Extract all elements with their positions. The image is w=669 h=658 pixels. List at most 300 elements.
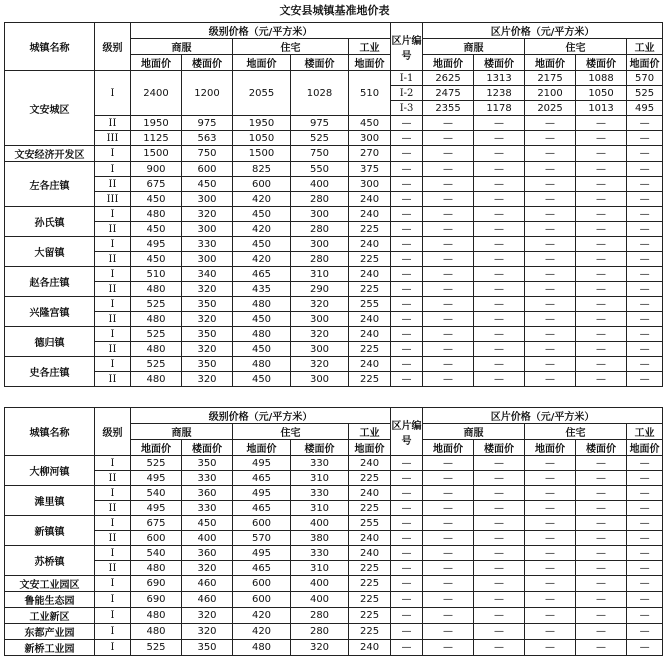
zone-price-cell: — <box>627 327 663 342</box>
town-name-cell: 新镇镇 <box>5 516 95 546</box>
zone-number-cell: I-2 <box>391 86 423 101</box>
level-price-cell: 350 <box>182 456 233 471</box>
level-price-cell: 240 <box>349 237 391 252</box>
zone-price-cell: — <box>423 267 474 282</box>
header-floor-price: 楼面价 <box>182 55 233 71</box>
table-row <box>5 146 663 162</box>
zone-price-cell: 2475 <box>423 86 474 101</box>
zone-price-cell: — <box>423 486 474 501</box>
level-price-cell: 350 <box>182 327 233 342</box>
zone-price-cell: — <box>525 192 576 207</box>
level-price-cell: 600 <box>182 162 233 177</box>
level-price-cell: 225 <box>349 282 391 297</box>
zone-price-cell: — <box>576 282 627 297</box>
table-body <box>5 456 663 656</box>
level-price-cell: 280 <box>291 608 349 624</box>
level-price-cell: 1950 <box>233 116 291 131</box>
level-price-cell: 510 <box>131 267 182 282</box>
level-price-cell: 450 <box>131 222 182 237</box>
level-cell: I <box>95 624 131 640</box>
zone-price-cell: — <box>474 531 525 546</box>
header-land-price: 地面价 <box>131 440 182 456</box>
zone-number-cell: I-3 <box>391 101 423 116</box>
level-price-cell: 310 <box>291 501 349 516</box>
level-price-cell: 300 <box>291 237 349 252</box>
zone-price-cell: 525 <box>627 86 663 101</box>
level-price-cell: 400 <box>182 531 233 546</box>
table-row <box>5 237 663 252</box>
level-cell: II <box>95 372 131 387</box>
town-name-cell: 工业新区 <box>5 608 95 624</box>
level-price-cell: 450 <box>233 207 291 222</box>
level-price-cell: 300 <box>182 222 233 237</box>
level-price-cell: 300 <box>291 312 349 327</box>
level-price-cell: 400 <box>291 516 349 531</box>
level-price-cell: 480 <box>131 282 182 297</box>
level-price-cell: 450 <box>349 116 391 131</box>
level-price-cell: 1500 <box>131 146 182 162</box>
zone-price-cell: — <box>474 192 525 207</box>
zone-price-cell: — <box>576 561 627 576</box>
zone-price-cell: — <box>576 267 627 282</box>
header-residential: 住宅 <box>233 424 349 440</box>
zone-price-cell: 2355 <box>423 101 474 116</box>
level-price-cell: 255 <box>349 516 391 531</box>
town-name-cell: 大留镇 <box>5 237 95 267</box>
zone-price-cell: — <box>525 357 576 372</box>
table-row <box>5 624 663 640</box>
zone-price-cell: — <box>525 146 576 162</box>
table-body <box>5 71 663 387</box>
zone-price-cell: — <box>627 501 663 516</box>
level-price-cell: 225 <box>349 252 391 267</box>
level-price-cell: 330 <box>182 501 233 516</box>
level-price-cell: 300 <box>291 207 349 222</box>
level-price-cell: 375 <box>349 162 391 177</box>
level-price-cell: 420 <box>233 608 291 624</box>
level-price-cell: 525 <box>131 456 182 471</box>
town-name-cell: 鲁能生态园 <box>5 592 95 608</box>
zone-price-cell: — <box>627 576 663 592</box>
zone-price-cell: — <box>525 342 576 357</box>
header-land-price: 地面价 <box>131 55 182 71</box>
header-land-price: 地面价 <box>627 440 663 456</box>
header-floor-price: 楼面价 <box>576 55 627 71</box>
header-floor-price: 楼面价 <box>182 440 233 456</box>
level-price-cell: 480 <box>131 312 182 327</box>
level-price-cell: 1200 <box>182 71 233 116</box>
zone-price-cell: — <box>474 131 525 146</box>
level-price-cell: 495 <box>131 237 182 252</box>
level-price-cell: 450 <box>233 342 291 357</box>
zone-price-cell: — <box>627 592 663 608</box>
level-price-cell: 240 <box>349 192 391 207</box>
zone-price-cell: — <box>423 312 474 327</box>
level-price-cell: 225 <box>349 592 391 608</box>
zone-number-cell: — <box>391 267 423 282</box>
zone-price-cell: — <box>474 608 525 624</box>
header-town: 城镇名称 <box>5 408 95 456</box>
zone-price-cell: — <box>525 561 576 576</box>
header-town: 城镇名称 <box>5 23 95 71</box>
zone-number-cell: — <box>391 516 423 531</box>
zone-price-cell: — <box>423 207 474 222</box>
level-cell: II <box>95 342 131 357</box>
zone-price-cell: — <box>474 501 525 516</box>
zone-price-cell: — <box>627 282 663 297</box>
table-row <box>5 342 663 357</box>
zone-price-cell: — <box>576 546 627 561</box>
zone-price-cell: — <box>525 237 576 252</box>
zone-price-cell: — <box>576 312 627 327</box>
header-land-price: 地面价 <box>233 440 291 456</box>
table-row <box>5 372 663 387</box>
level-price-cell: 255 <box>349 297 391 312</box>
zone-price-cell: — <box>423 608 474 624</box>
table-row <box>5 71 663 86</box>
header-level: 级别 <box>95 23 131 71</box>
level-price-cell: 340 <box>182 267 233 282</box>
header-land-price: 地面价 <box>423 440 474 456</box>
zone-price-cell: — <box>627 162 663 177</box>
zone-price-cell: — <box>423 252 474 267</box>
town-name-cell: 兴隆宫镇 <box>5 297 95 327</box>
level-price-cell: 975 <box>182 116 233 131</box>
zone-price-cell: 2100 <box>525 86 576 101</box>
level-price-cell: 280 <box>291 222 349 237</box>
zone-price-cell: — <box>576 237 627 252</box>
zone-price-cell: — <box>525 177 576 192</box>
level-price-cell: 240 <box>349 207 391 222</box>
zone-price-cell: — <box>525 327 576 342</box>
zone-price-cell: — <box>576 222 627 237</box>
level-price-cell: 1028 <box>291 71 349 116</box>
level-price-cell: 310 <box>291 267 349 282</box>
header-industry: 工业 <box>627 39 663 55</box>
table-header <box>5 23 663 71</box>
level-cell: II <box>95 116 131 131</box>
level-price-cell: 675 <box>131 177 182 192</box>
zone-price-cell: — <box>576 207 627 222</box>
level-cell: I <box>95 640 131 656</box>
zone-price-cell: — <box>576 177 627 192</box>
zone-price-cell: — <box>423 624 474 640</box>
level-cell: I <box>95 207 131 222</box>
level-price-cell: 225 <box>349 372 391 387</box>
level-price-cell: 480 <box>131 561 182 576</box>
zone-price-cell: — <box>525 207 576 222</box>
level-cell: I <box>95 297 131 312</box>
zone-price-cell: — <box>576 342 627 357</box>
level-price-cell: 300 <box>182 252 233 267</box>
zone-number-cell: — <box>391 561 423 576</box>
level-price-cell: 225 <box>349 624 391 640</box>
zone-price-cell: — <box>576 357 627 372</box>
zone-price-cell: — <box>423 222 474 237</box>
zone-price-cell: — <box>576 576 627 592</box>
level-price-cell: 300 <box>182 192 233 207</box>
zone-price-cell: — <box>474 282 525 297</box>
zone-price-cell: — <box>627 456 663 471</box>
zone-price-cell: — <box>576 624 627 640</box>
level-price-cell: 460 <box>182 592 233 608</box>
table-row <box>5 282 663 297</box>
level-price-cell: 2400 <box>131 71 182 116</box>
header-zone-no: 区片编号 <box>391 23 423 71</box>
level-price-cell: 495 <box>233 456 291 471</box>
zone-price-cell: — <box>576 116 627 131</box>
level-price-cell: 600 <box>131 531 182 546</box>
level-price-cell: 465 <box>233 561 291 576</box>
level-cell: II <box>95 252 131 267</box>
zone-price-cell: — <box>576 531 627 546</box>
zone-price-cell: — <box>627 471 663 486</box>
zone-price-cell: — <box>525 312 576 327</box>
zone-price-cell: — <box>474 222 525 237</box>
zone-price-cell: — <box>423 576 474 592</box>
level-price-cell: 280 <box>291 192 349 207</box>
level-price-cell: 240 <box>349 546 391 561</box>
level-price-cell: 540 <box>131 486 182 501</box>
zone-price-cell: — <box>423 561 474 576</box>
table-row <box>5 357 663 372</box>
zone-number-cell: — <box>391 237 423 252</box>
level-price-cell: 460 <box>182 576 233 592</box>
zone-price-cell: — <box>627 624 663 640</box>
level-cell: I <box>95 237 131 252</box>
level-price-cell: 900 <box>131 162 182 177</box>
zone-price-cell: — <box>576 192 627 207</box>
header-commerce: 商服 <box>131 424 233 440</box>
header-zone-no: 区片编号 <box>391 408 423 456</box>
level-price-cell: 480 <box>233 327 291 342</box>
zone-price-cell: — <box>423 357 474 372</box>
town-name-cell: 东都产业园 <box>5 624 95 640</box>
zone-price-cell: — <box>474 177 525 192</box>
zone-number-cell: — <box>391 327 423 342</box>
level-price-cell: 240 <box>349 531 391 546</box>
zone-price-cell: — <box>525 297 576 312</box>
level-cell: I <box>95 357 131 372</box>
level-price-cell: 240 <box>349 456 391 471</box>
zone-price-cell: — <box>423 146 474 162</box>
level-price-cell: 310 <box>291 561 349 576</box>
level-price-cell: 240 <box>349 357 391 372</box>
header-industry: 工业 <box>349 424 391 440</box>
level-price-cell: 480 <box>233 357 291 372</box>
table-row <box>5 192 663 207</box>
level-cell: II <box>95 312 131 327</box>
zone-price-cell: — <box>576 456 627 471</box>
zone-price-cell: — <box>627 312 663 327</box>
level-price-cell: 525 <box>131 297 182 312</box>
level-price-cell: 320 <box>182 312 233 327</box>
level-price-cell: 450 <box>182 177 233 192</box>
level-price-cell: 320 <box>182 561 233 576</box>
level-price-cell: 420 <box>233 252 291 267</box>
zone-price-cell: — <box>576 252 627 267</box>
table-row <box>5 516 663 531</box>
table-row <box>5 608 663 624</box>
zone-number-cell: — <box>391 546 423 561</box>
level-price-cell: 360 <box>182 486 233 501</box>
table-row <box>5 297 663 312</box>
level-price-cell: 480 <box>233 640 291 656</box>
zone-price-cell: 1313 <box>474 71 525 86</box>
level-cell: I <box>95 546 131 561</box>
level-price-cell: 240 <box>349 267 391 282</box>
zone-price-cell: — <box>627 252 663 267</box>
zone-price-cell: — <box>474 162 525 177</box>
level-price-cell: 225 <box>349 608 391 624</box>
header-floor-price: 楼面价 <box>474 440 525 456</box>
header-land-price: 地面价 <box>525 55 576 71</box>
level-price-cell: 330 <box>182 471 233 486</box>
zone-price-cell: — <box>423 237 474 252</box>
zone-price-cell: — <box>627 372 663 387</box>
level-price-cell: 690 <box>131 592 182 608</box>
zone-price-cell: — <box>525 222 576 237</box>
zone-price-cell: — <box>627 486 663 501</box>
zone-price-cell: — <box>474 342 525 357</box>
level-price-cell: 225 <box>349 342 391 357</box>
zone-price-cell: — <box>576 592 627 608</box>
header-residential: 住宅 <box>525 424 627 440</box>
level-cell: I <box>95 516 131 531</box>
level-price-cell: 420 <box>233 624 291 640</box>
table-row <box>5 640 663 656</box>
level-price-cell: 320 <box>182 608 233 624</box>
zone-price-cell: — <box>576 162 627 177</box>
level-price-cell: 525 <box>131 327 182 342</box>
zone-number-cell: — <box>391 592 423 608</box>
zone-price-cell: — <box>423 297 474 312</box>
level-price-cell: 330 <box>291 456 349 471</box>
header-land-price: 地面价 <box>349 440 391 456</box>
town-name-cell: 新桥工业园 <box>5 640 95 656</box>
table-header <box>5 408 663 456</box>
zone-number-cell: — <box>391 576 423 592</box>
level-price-cell: 330 <box>182 237 233 252</box>
zone-number-cell: — <box>391 640 423 656</box>
level-price-cell: 225 <box>349 222 391 237</box>
level-price-cell: 600 <box>233 576 291 592</box>
zone-price-cell: 2175 <box>525 71 576 86</box>
level-cell: I <box>95 456 131 471</box>
zone-price-cell: — <box>525 131 576 146</box>
town-name-cell: 左各庄镇 <box>5 162 95 207</box>
zone-price-cell: 1178 <box>474 101 525 116</box>
zone-number-cell: — <box>391 372 423 387</box>
level-price-cell: 480 <box>131 342 182 357</box>
level-price-cell: 435 <box>233 282 291 297</box>
zone-number-cell: — <box>391 471 423 486</box>
header-floor-price: 楼面价 <box>474 55 525 71</box>
zone-price-cell: — <box>525 116 576 131</box>
zone-number-cell: — <box>391 624 423 640</box>
land-price-table-2 <box>4 407 663 656</box>
level-price-cell: 300 <box>349 131 391 146</box>
level-cell: I <box>95 576 131 592</box>
zone-price-cell: — <box>525 516 576 531</box>
level-price-cell: 320 <box>291 357 349 372</box>
zone-price-cell: — <box>474 372 525 387</box>
zone-price-cell: 1013 <box>576 101 627 116</box>
zone-price-cell: — <box>423 456 474 471</box>
zone-price-cell: — <box>474 327 525 342</box>
header-industry: 工业 <box>627 424 663 440</box>
zone-price-cell: — <box>525 640 576 656</box>
level-price-cell: 350 <box>182 640 233 656</box>
level-price-cell: 600 <box>233 592 291 608</box>
zone-number-cell: — <box>391 146 423 162</box>
level-price-cell: 525 <box>131 357 182 372</box>
zone-number-cell: — <box>391 162 423 177</box>
zone-price-cell: — <box>474 456 525 471</box>
zone-price-cell: — <box>474 546 525 561</box>
level-price-cell: 750 <box>291 146 349 162</box>
zone-price-cell: — <box>474 561 525 576</box>
zone-number-cell: — <box>391 501 423 516</box>
level-cell: I <box>95 592 131 608</box>
zone-price-cell: — <box>525 456 576 471</box>
table-row <box>5 531 663 546</box>
zone-price-cell: — <box>627 342 663 357</box>
level-price-cell: 280 <box>291 252 349 267</box>
header-floor-price: 楼面价 <box>576 440 627 456</box>
level-price-cell: 450 <box>233 312 291 327</box>
level-cell: I <box>95 608 131 624</box>
zone-price-cell: — <box>525 282 576 297</box>
zone-price-cell: — <box>423 116 474 131</box>
level-price-cell: 750 <box>182 146 233 162</box>
zone-price-cell: — <box>423 342 474 357</box>
table-row <box>5 592 663 608</box>
header-land-price: 地面价 <box>525 440 576 456</box>
zone-price-cell: — <box>627 357 663 372</box>
zone-price-cell: — <box>576 608 627 624</box>
zone-price-cell: — <box>525 162 576 177</box>
level-cell: I <box>95 162 131 177</box>
table-row <box>5 471 663 486</box>
zone-number-cell: — <box>391 116 423 131</box>
town-name-cell: 滩里镇 <box>5 486 95 516</box>
zone-price-cell: — <box>627 237 663 252</box>
level-price-cell: 540 <box>131 546 182 561</box>
zone-price-cell: — <box>474 116 525 131</box>
level-price-cell: 480 <box>131 372 182 387</box>
zone-price-cell: — <box>627 131 663 146</box>
level-price-cell: 495 <box>233 486 291 501</box>
level-cell: I <box>95 146 131 162</box>
header-floor-price: 楼面价 <box>291 440 349 456</box>
zone-price-cell: — <box>474 624 525 640</box>
level-price-cell: 320 <box>182 282 233 297</box>
level-price-cell: 320 <box>182 372 233 387</box>
zone-price-cell: — <box>627 192 663 207</box>
zone-price-cell: — <box>423 640 474 656</box>
header-residential: 住宅 <box>525 39 627 55</box>
table-row <box>5 162 663 177</box>
zone-number-cell: — <box>391 207 423 222</box>
level-cell: III <box>95 192 131 207</box>
table-row <box>5 312 663 327</box>
level-price-cell: 450 <box>233 237 291 252</box>
level-price-cell: 270 <box>349 146 391 162</box>
zone-price-cell: — <box>525 592 576 608</box>
zone-price-cell: — <box>423 327 474 342</box>
zone-price-cell: — <box>474 471 525 486</box>
